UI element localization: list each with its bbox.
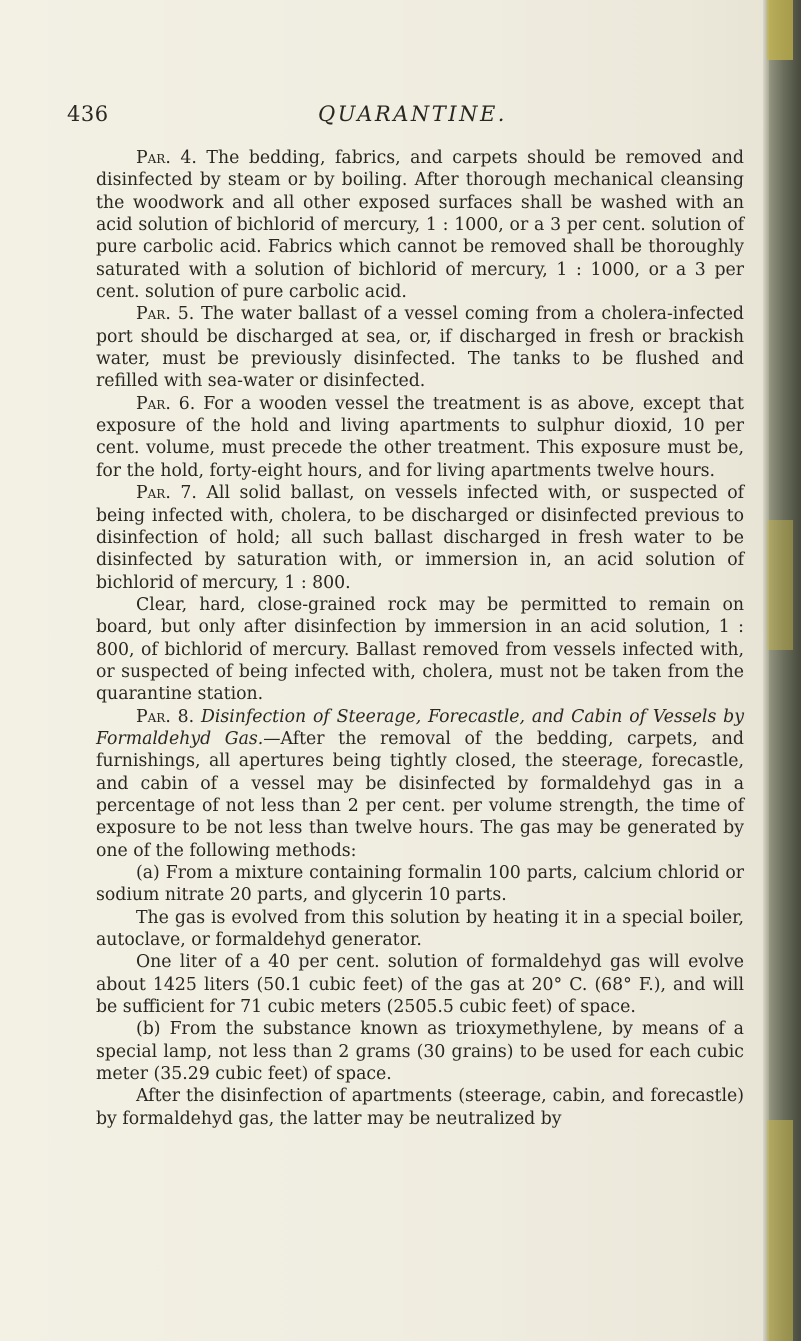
paragraph-text: (b) From the substance known as trioxymethylene, by means of a special lamp, not less than 2 grams (30 grains) to be used for each cubic meter (35.29 cubic feet) of space. xyxy=(96,1019,744,1085)
edge-stain xyxy=(767,1120,793,1341)
paragraph-par-4 xyxy=(96,147,744,303)
paragraph-text: (a) From a mixture containing formalin 100 parts, calcium chlorid or sodium nitrate 20 parts, and glycerin 10 parts. xyxy=(96,863,744,906)
paragraph-text: After the disinfection of apartments (steerage, cabin, and forecastle) by formaldehyd gas, the latter may be neutralized by xyxy=(96,1086,744,1129)
paragraph-method-b xyxy=(96,1018,744,1085)
par-label: Par. 4. xyxy=(136,148,197,168)
paragraph-text: —After the removal of the bedding, carpets, and furnishings, all apertures being tightly closed, the steerage, forecastle, and cabin of a vessel may be disinfected by formaldehyd gas in a percentage of not less than 2 per cent. per volume strength, the time of exposure to be not less than twelve hours. The gas may be generated by one of the following methods: xyxy=(96,728,744,861)
page-number: 436 xyxy=(67,102,109,126)
paragraph-gas-evolved xyxy=(96,907,744,952)
paragraph-text: One liter of a 40 per cent. solution of formaldehyd gas will evolve about 1425 liters (50.1 cubic feet) of the gas at 20° C. (68° F.), and will be sufficient for 71 cubic meters (2505.5 cubic feet) of space. xyxy=(96,952,744,1018)
paragraph-par-7 xyxy=(96,482,744,594)
par-label: Par. 6. xyxy=(136,393,196,414)
paragraph-one-liter xyxy=(96,951,744,1018)
page-edge xyxy=(763,0,801,1341)
par-label: Par. 8. xyxy=(136,706,195,727)
paragraph-text: For a wooden vessel the treatment is as above, except that exposure of the hold and living apartments to sulphur dioxid, 10 per cent. volume, must precede the other treatment. This exposure must be, for the hold, forty-eight hours, and for living apartments twelve hours. xyxy=(96,393,744,481)
paragraph-text: Clear, hard, close-grained rock may be permitted to remain on board, but only after disinfection by immersion in an acid solution, 1 : 800, of bichlorid of mercury. Ballast removed from vessels infected with, or suspected of being infected with, cholera, must not be taken from the quarantine station. xyxy=(96,594,744,705)
section-title: Disinfection of Steerage, Forecastle, and Cabin of Vessels by Formaldehyd Gas. xyxy=(96,706,744,749)
page-header xyxy=(0,102,760,136)
paragraph-par-5 xyxy=(96,303,744,392)
paragraph-rock-ballast xyxy=(96,594,744,706)
paragraph-text: All solid ballast, on vessels infected with, or suspected of being infected with, cholera, to be discharged or disinfected previous to disinfection of hold; all such ballast discharged in fresh water to be disinfected by saturation with, or immersion in, an acid solution of bichlorid of mercury, 1 : 800. xyxy=(96,483,744,593)
par-label: Par. 5. xyxy=(136,304,195,325)
paragraph-method-a xyxy=(96,862,744,907)
paragraph-text: The bedding, fabrics, and carpets should be removed and disinfected by steam or by boiling. After thorough mechanical cleansing the woodwork and all other exposed surfaces shall be washed with an acid solution of bichlorid of mercury, 1 : 1000, or a 3 per cent. solution of pure carbolic acid. Fabrics which cannot be removed shall be thoroughly saturated with a solution of bichlorid of mercury, 1 : 1000, or a 3 per cent. solution of pure carbolic acid. xyxy=(96,148,744,303)
running-head: QUARANTINE. xyxy=(318,102,507,126)
body-text xyxy=(96,147,744,1130)
paragraph-par-8 xyxy=(96,706,744,862)
par-label: Par. 7. xyxy=(136,483,197,504)
paragraph-text: The water ballast of a vessel coming from a cholera-infected port should be discharged at sea, or, if discharged in fresh or brackish water, must be previously disinfected. The tanks to be flushed and refilled with sea-water or disinfected. xyxy=(96,304,744,392)
paragraph-par-6 xyxy=(96,393,744,482)
edge-stain xyxy=(767,520,793,650)
paragraph-text: The gas is evolved from this solution by heating it in a special boiler, autoclave, or formaldehyd generator. xyxy=(96,907,744,951)
edge-stain xyxy=(767,0,793,60)
paragraph-after-disinfection xyxy=(96,1085,744,1130)
